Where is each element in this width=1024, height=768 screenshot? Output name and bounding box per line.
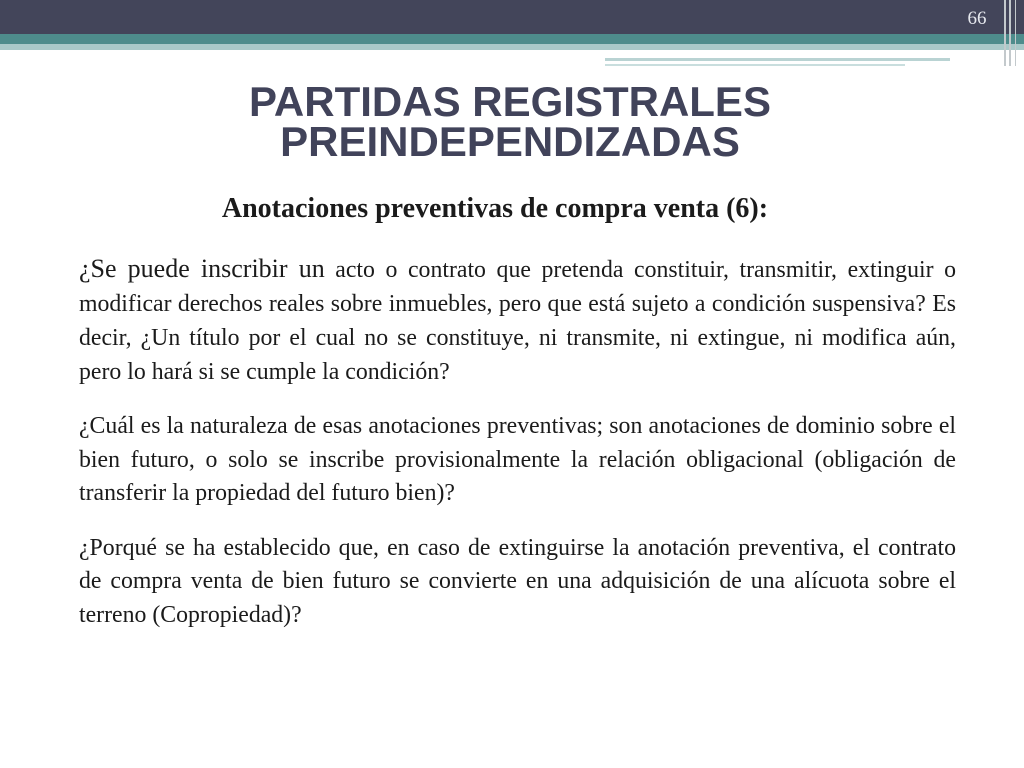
header-accent-stripe — [0, 34, 1024, 44]
body-paragraph: ¿Porqué se ha establecido que, en caso de extinguirse la anotación preventiva, el contrato de compra venta de bien futuro se convierte en una adquisición de una alícuota sobre el terreno (Copropiedad)? — [79, 534, 956, 628]
corner-decor-line — [1009, 0, 1011, 66]
header-bar — [0, 0, 1024, 34]
body-paragraph: ¿Cuál es la naturaleza de esas anotaciones preventivas; son anotaciones de dominio sobre el bien futuro, o solo se inscribe provisionalmente la relación obligacional (obligación de transferir la propiedad del futuro bien)? — [79, 413, 956, 506]
slide-subtitle: Anotaciones preventivas de compra venta (6): — [221, 193, 769, 224]
slide-title-line-2: PREINDEPENDIZADAS — [280, 118, 740, 165]
slide-title — [150, 78, 870, 165]
corner-decor-line — [1004, 0, 1006, 66]
header-decor-line — [605, 58, 950, 61]
header-decor-line — [605, 64, 905, 66]
body-paragraph-text: acto o contrato que pretenda constituir, transmitir, extinguir o modificar derechos reales sobre inmuebles, pero que está sujeto a condición suspensiva? Es decir, ¿Un título por el cual no se constituye, ni transmite, ni extingue, ni modifica aún, pero lo hará si se cumple la condición? — [79, 257, 956, 385]
corner-decor-line — [1015, 0, 1016, 66]
body-paragraph — [79, 252, 956, 389]
body-paragraph-lead: ¿Se puede inscribir un — [79, 254, 325, 283]
header-accent-stripe-light — [0, 44, 1024, 50]
slide-body — [79, 252, 956, 653]
page-number: 66 — [967, 8, 987, 29]
slide-title-line-1: PARTIDAS REGISTRALES — [249, 78, 771, 125]
